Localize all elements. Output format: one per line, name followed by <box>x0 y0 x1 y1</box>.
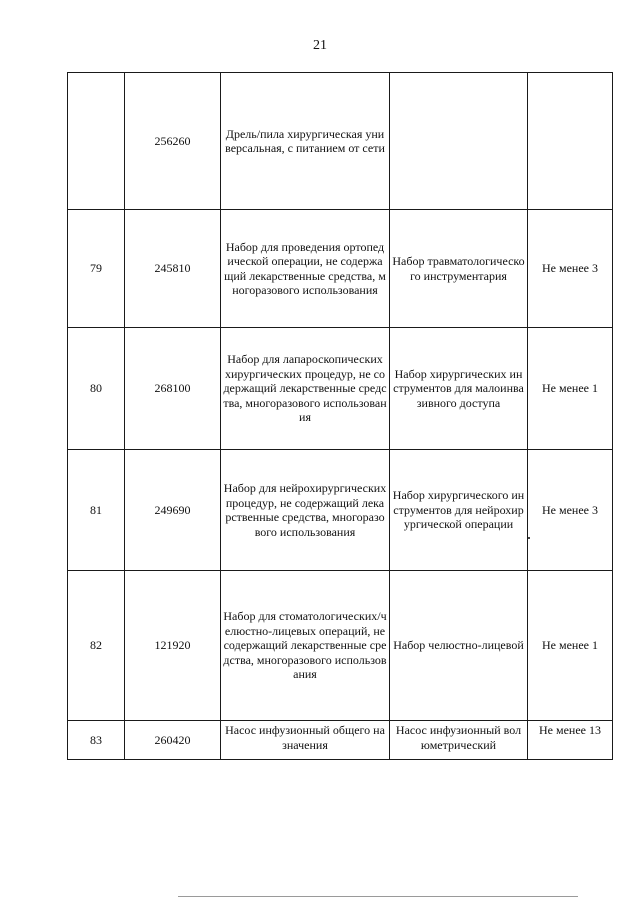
kind-cell <box>390 73 528 210</box>
name-cell <box>221 73 390 210</box>
code-cell: 249690 <box>125 450 221 571</box>
kind-text: Набор челюстно-лицевой <box>393 638 524 653</box>
name-text: Дрель/пила хирургическая универсальная, с питанием от сети <box>225 126 385 155</box>
code-cell: 260420 <box>125 721 221 760</box>
name-text: Набор для лапароскопических хирургических процедур, не содержащий лекарственные средства, многоразового использования <box>223 352 387 425</box>
table-row <box>68 721 613 760</box>
quantity-cell: Не менее 1 <box>528 328 613 450</box>
kind-cell <box>390 721 528 760</box>
kind-text: Набор травматологического инструментария <box>392 254 525 283</box>
quantity-cell: Не менее 13 <box>528 721 613 760</box>
row-number-cell: 81 <box>68 450 125 571</box>
scan-speck <box>528 537 530 539</box>
name-text: Насос инфузионный общего назначения <box>225 723 385 752</box>
table-row <box>68 73 613 210</box>
name-text: Набор для проведения ортопедической операции, не содержащий лекарственные средства, многоразового использования <box>224 239 386 297</box>
quantity-cell: Не менее 3 <box>528 450 613 571</box>
name-cell <box>221 210 390 328</box>
table-row <box>68 210 613 328</box>
equipment-table <box>67 72 613 760</box>
kind-cell <box>390 571 528 721</box>
code-cell: 268100 <box>125 328 221 450</box>
name-text: Набор для стоматологических/челюстно-лицевых операций, не содержащий лекарственные средства, многоразового использования <box>223 609 387 682</box>
name-text: Набор для нейрохирургических процедур, не содержащий лекарственные средства, многоразового использования <box>223 481 387 539</box>
name-cell <box>221 721 390 760</box>
row-number-cell <box>68 73 125 210</box>
code-cell: 256260 <box>125 73 221 210</box>
row-number-cell: 80 <box>68 328 125 450</box>
kind-text: Набор хирургического инструментов для нейрохирургической операции <box>392 488 525 532</box>
name-cell <box>221 450 390 571</box>
kind-cell <box>390 328 528 450</box>
kind-cell <box>390 450 528 571</box>
quantity-cell: Не менее 1 <box>528 571 613 721</box>
name-cell <box>221 328 390 450</box>
row-number-cell: 79 <box>68 210 125 328</box>
kind-text: Набор хирургических инструментов для малоинвазивного доступа <box>393 366 524 410</box>
name-cell <box>221 571 390 721</box>
quantity-cell <box>528 73 613 210</box>
kind-text: Насос инфузионный волюметрический <box>395 723 522 752</box>
quantity-cell: Не менее 3 <box>528 210 613 328</box>
table-row <box>68 450 613 571</box>
kind-cell <box>390 210 528 328</box>
code-cell: 121920 <box>125 571 221 721</box>
scan-edge-line <box>178 896 578 897</box>
page-number: 21 <box>313 38 327 53</box>
code-cell: 245810 <box>125 210 221 328</box>
table-row <box>68 571 613 721</box>
row-number-cell: 83 <box>68 721 125 760</box>
row-number-cell: 82 <box>68 571 125 721</box>
table-row <box>68 328 613 450</box>
